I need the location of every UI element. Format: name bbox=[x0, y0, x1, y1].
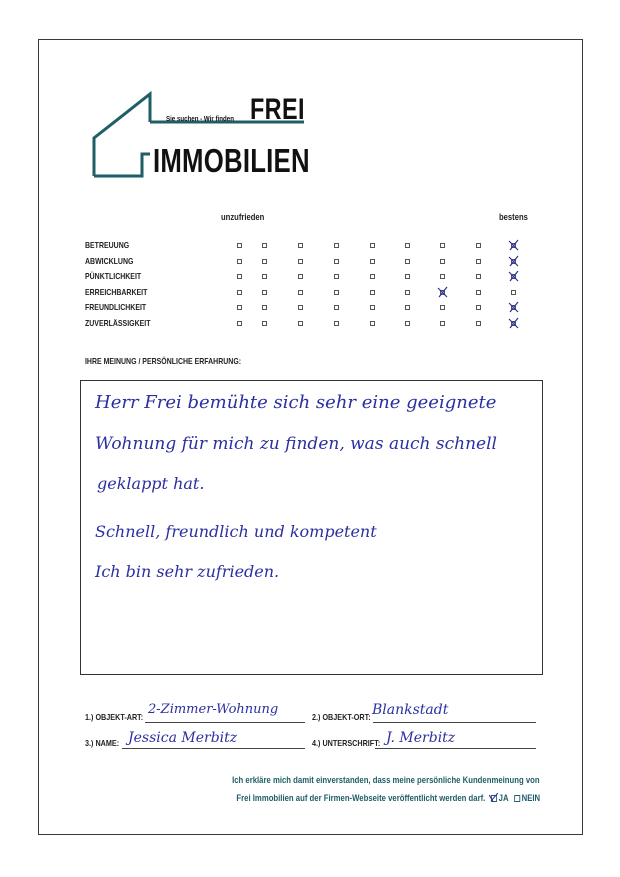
rating-checkbox[interactable] bbox=[370, 259, 375, 264]
rating-checkbox[interactable] bbox=[440, 274, 445, 279]
opinion-line: Wohnung für mich zu finden, was auch schnell bbox=[95, 434, 497, 454]
rating-checkbox[interactable] bbox=[476, 305, 481, 310]
rating-row-label: ERREICHBARKEIT bbox=[85, 286, 148, 297]
consent-line-2: Frei Immobilien auf der Firmen-Webseite veröffentlicht werden darf. bbox=[236, 793, 486, 803]
rating-checkbox[interactable] bbox=[440, 259, 445, 264]
rating-checkbox[interactable] bbox=[298, 274, 303, 279]
rating-checkbox[interactable] bbox=[476, 290, 481, 295]
opinion-label: IHRE MEINUNG / PERSÖNLICHE ERFAHRUNG: bbox=[85, 356, 242, 366]
rating-checkbox[interactable] bbox=[298, 243, 303, 248]
rating-checkbox[interactable] bbox=[237, 259, 242, 264]
rating-checkbox[interactable] bbox=[511, 290, 516, 295]
rating-row-label: FREUNDLICHKEIT bbox=[85, 302, 147, 313]
rating-row-label: ZUVERLÄSSIGKEIT bbox=[85, 318, 151, 328]
rating-checkbox[interactable] bbox=[370, 290, 375, 295]
rating-checkbox[interactable] bbox=[262, 274, 267, 279]
rating-checkbox[interactable] bbox=[370, 321, 375, 326]
name-field[interactable]: Jessica Merbitz bbox=[128, 730, 238, 746]
objekt-art-label: 1.) OBJEKT-ART: bbox=[85, 712, 144, 722]
opinion-line: Schnell, freundlich und kompetent bbox=[95, 522, 377, 541]
rating-checkbox[interactable] bbox=[405, 290, 410, 295]
signature-field[interactable]: J. Merbitz bbox=[386, 730, 456, 746]
rating-check-mark-icon bbox=[508, 270, 520, 282]
rating-check-mark-icon bbox=[508, 255, 520, 267]
opinion-line: Ich bin sehr zufrieden. bbox=[95, 562, 280, 581]
rating-checkbox[interactable] bbox=[370, 305, 375, 310]
objekt-ort-field[interactable]: Blankstadt bbox=[372, 702, 449, 718]
rating-checkbox[interactable] bbox=[370, 243, 375, 248]
rating-checkbox[interactable] bbox=[334, 274, 339, 279]
opinion-line: Herr Frei bemühte sich sehr eine geeignete bbox=[95, 392, 497, 413]
logo-word-frei: FREI bbox=[250, 93, 305, 126]
rating-checkbox[interactable] bbox=[334, 290, 339, 295]
rating-checkbox[interactable] bbox=[405, 274, 410, 279]
rating-checkbox[interactable] bbox=[334, 259, 339, 264]
logo-tagline: Sie suchen - Wir finden bbox=[166, 114, 234, 123]
objekt-art-field[interactable]: 2-Zimmer-Wohnung bbox=[148, 702, 279, 717]
rating-checkbox[interactable] bbox=[334, 243, 339, 248]
signature-label: 4.) UNTERSCHRIFT: bbox=[312, 738, 381, 748]
rating-check-mark-icon bbox=[508, 239, 520, 251]
rating-checkbox[interactable] bbox=[440, 321, 445, 326]
rating-checkbox[interactable] bbox=[405, 321, 410, 326]
rating-row-label: ABWICKLUNG bbox=[85, 255, 134, 266]
rating-checkbox[interactable] bbox=[262, 321, 267, 326]
objekt-ort-label: 2.) OBJEKT-ORT: bbox=[312, 712, 371, 722]
rating-checkbox[interactable] bbox=[476, 274, 481, 279]
rating-row-label: BETREUUNG bbox=[85, 240, 130, 250]
consent-yes-checkbox[interactable] bbox=[491, 795, 497, 802]
rating-label-high: bestens bbox=[499, 212, 528, 222]
rating-checkbox[interactable] bbox=[440, 243, 445, 248]
rating-checkbox[interactable] bbox=[237, 243, 242, 248]
rating-check-mark-icon bbox=[508, 301, 520, 313]
signature-line bbox=[375, 748, 536, 749]
rating-checkbox[interactable] bbox=[237, 274, 242, 279]
objekt-ort-line bbox=[373, 722, 536, 723]
rating-checkbox[interactable] bbox=[440, 305, 445, 310]
rating-checkbox[interactable] bbox=[476, 243, 481, 248]
rating-check-mark-icon bbox=[508, 317, 520, 329]
consent-no-label: NEIN bbox=[521, 793, 540, 803]
rating-checkbox[interactable] bbox=[262, 243, 267, 248]
consent-yes-label: JA bbox=[498, 793, 509, 803]
rating-label-low: unzufrieden bbox=[221, 212, 265, 222]
rating-checkbox[interactable] bbox=[370, 274, 375, 279]
rating-checkbox[interactable] bbox=[237, 290, 242, 295]
rating-checkbox[interactable] bbox=[298, 259, 303, 264]
consent-line-1: Ich erkläre mich damit einverstanden, dass meine persönliche Kundenmeinung von bbox=[232, 775, 540, 785]
logo-word-immobilien: IMMOBILIEN bbox=[153, 142, 310, 179]
opinion-line: geklappt hat. bbox=[97, 474, 205, 493]
rating-row-label: PÜNKTLICHKEIT bbox=[85, 271, 142, 282]
objekt-art-line bbox=[145, 722, 305, 723]
rating-checkbox[interactable] bbox=[262, 259, 267, 264]
rating-checkbox[interactable] bbox=[237, 321, 242, 326]
consent-no-checkbox[interactable] bbox=[514, 795, 520, 802]
consent-line-2-wrap bbox=[236, 793, 540, 803]
rating-checkbox[interactable] bbox=[262, 290, 267, 295]
rating-checkbox[interactable] bbox=[405, 305, 410, 310]
rating-checkbox[interactable] bbox=[476, 259, 481, 264]
rating-checkbox[interactable] bbox=[237, 305, 242, 310]
rating-checkbox[interactable] bbox=[334, 305, 339, 310]
rating-check-mark-icon bbox=[437, 286, 449, 298]
rating-checkbox[interactable] bbox=[298, 321, 303, 326]
rating-checkbox[interactable] bbox=[405, 259, 410, 264]
rating-checkbox[interactable] bbox=[262, 305, 267, 310]
name-label: 3.) NAME: bbox=[85, 738, 120, 748]
rating-checkbox[interactable] bbox=[476, 321, 481, 326]
check-mark-icon bbox=[488, 791, 498, 803]
rating-checkbox[interactable] bbox=[334, 321, 339, 326]
name-line bbox=[122, 748, 305, 749]
rating-checkbox[interactable] bbox=[405, 243, 410, 248]
rating-checkbox[interactable] bbox=[298, 305, 303, 310]
rating-checkbox[interactable] bbox=[298, 290, 303, 295]
